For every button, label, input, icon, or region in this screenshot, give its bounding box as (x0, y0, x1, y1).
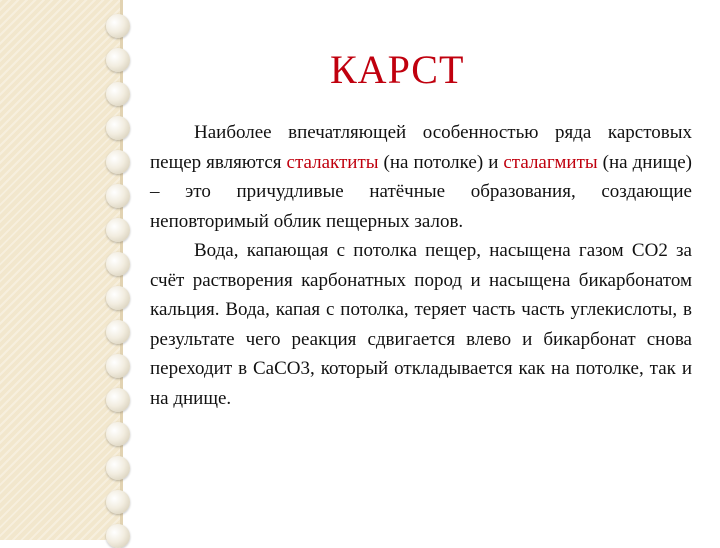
binder-rings (106, 0, 136, 540)
paragraph1-text-a: Наиболее впечатляющей особенностью ряда карстовых пещер являются (150, 122, 692, 173)
binder-ring (106, 388, 130, 412)
binder-ring (106, 82, 130, 106)
binder-ring (106, 116, 130, 140)
binder-ring (106, 456, 130, 480)
term-stalactites: сталактиты (286, 151, 379, 173)
paragraph-water-chemistry: Вода, капающая с потолка пещер, насыщена газом СО2 за счёт растворения карбонатных пород и насыщена бикарбонатом кальция. Вода, капая с потолка, теряет часть часть углекислоты, в результате чего реакция сдвигается влево и бикарбонат снова переходит в СаСО3, который откладывается как на потолке, так и на днище. (150, 240, 692, 409)
binder-ring (106, 354, 130, 378)
binder-ring (106, 524, 130, 548)
term-stalagmites: сталагмиты (503, 151, 598, 173)
binder-ring (106, 184, 130, 208)
binder-ring (106, 48, 130, 72)
decorative-side-band (0, 0, 120, 540)
binder-ring (106, 14, 130, 38)
binder-ring (106, 150, 130, 174)
slide-title: КАРСТ (330, 47, 465, 92)
binder-ring (106, 286, 130, 310)
paragraph-stalactites (150, 118, 692, 236)
binder-ring (106, 490, 130, 514)
slide-body (150, 118, 692, 413)
paragraph1-text-b: (на потолке) и (378, 151, 504, 173)
binder-ring (106, 252, 130, 276)
binder-ring (106, 320, 130, 344)
binder-ring (106, 422, 130, 446)
binder-ring (106, 218, 130, 242)
paragraph1-text-c: (на днище) – это причудливые натёчные образования, создающие неповторимый облик пещерных залов. (150, 151, 693, 232)
